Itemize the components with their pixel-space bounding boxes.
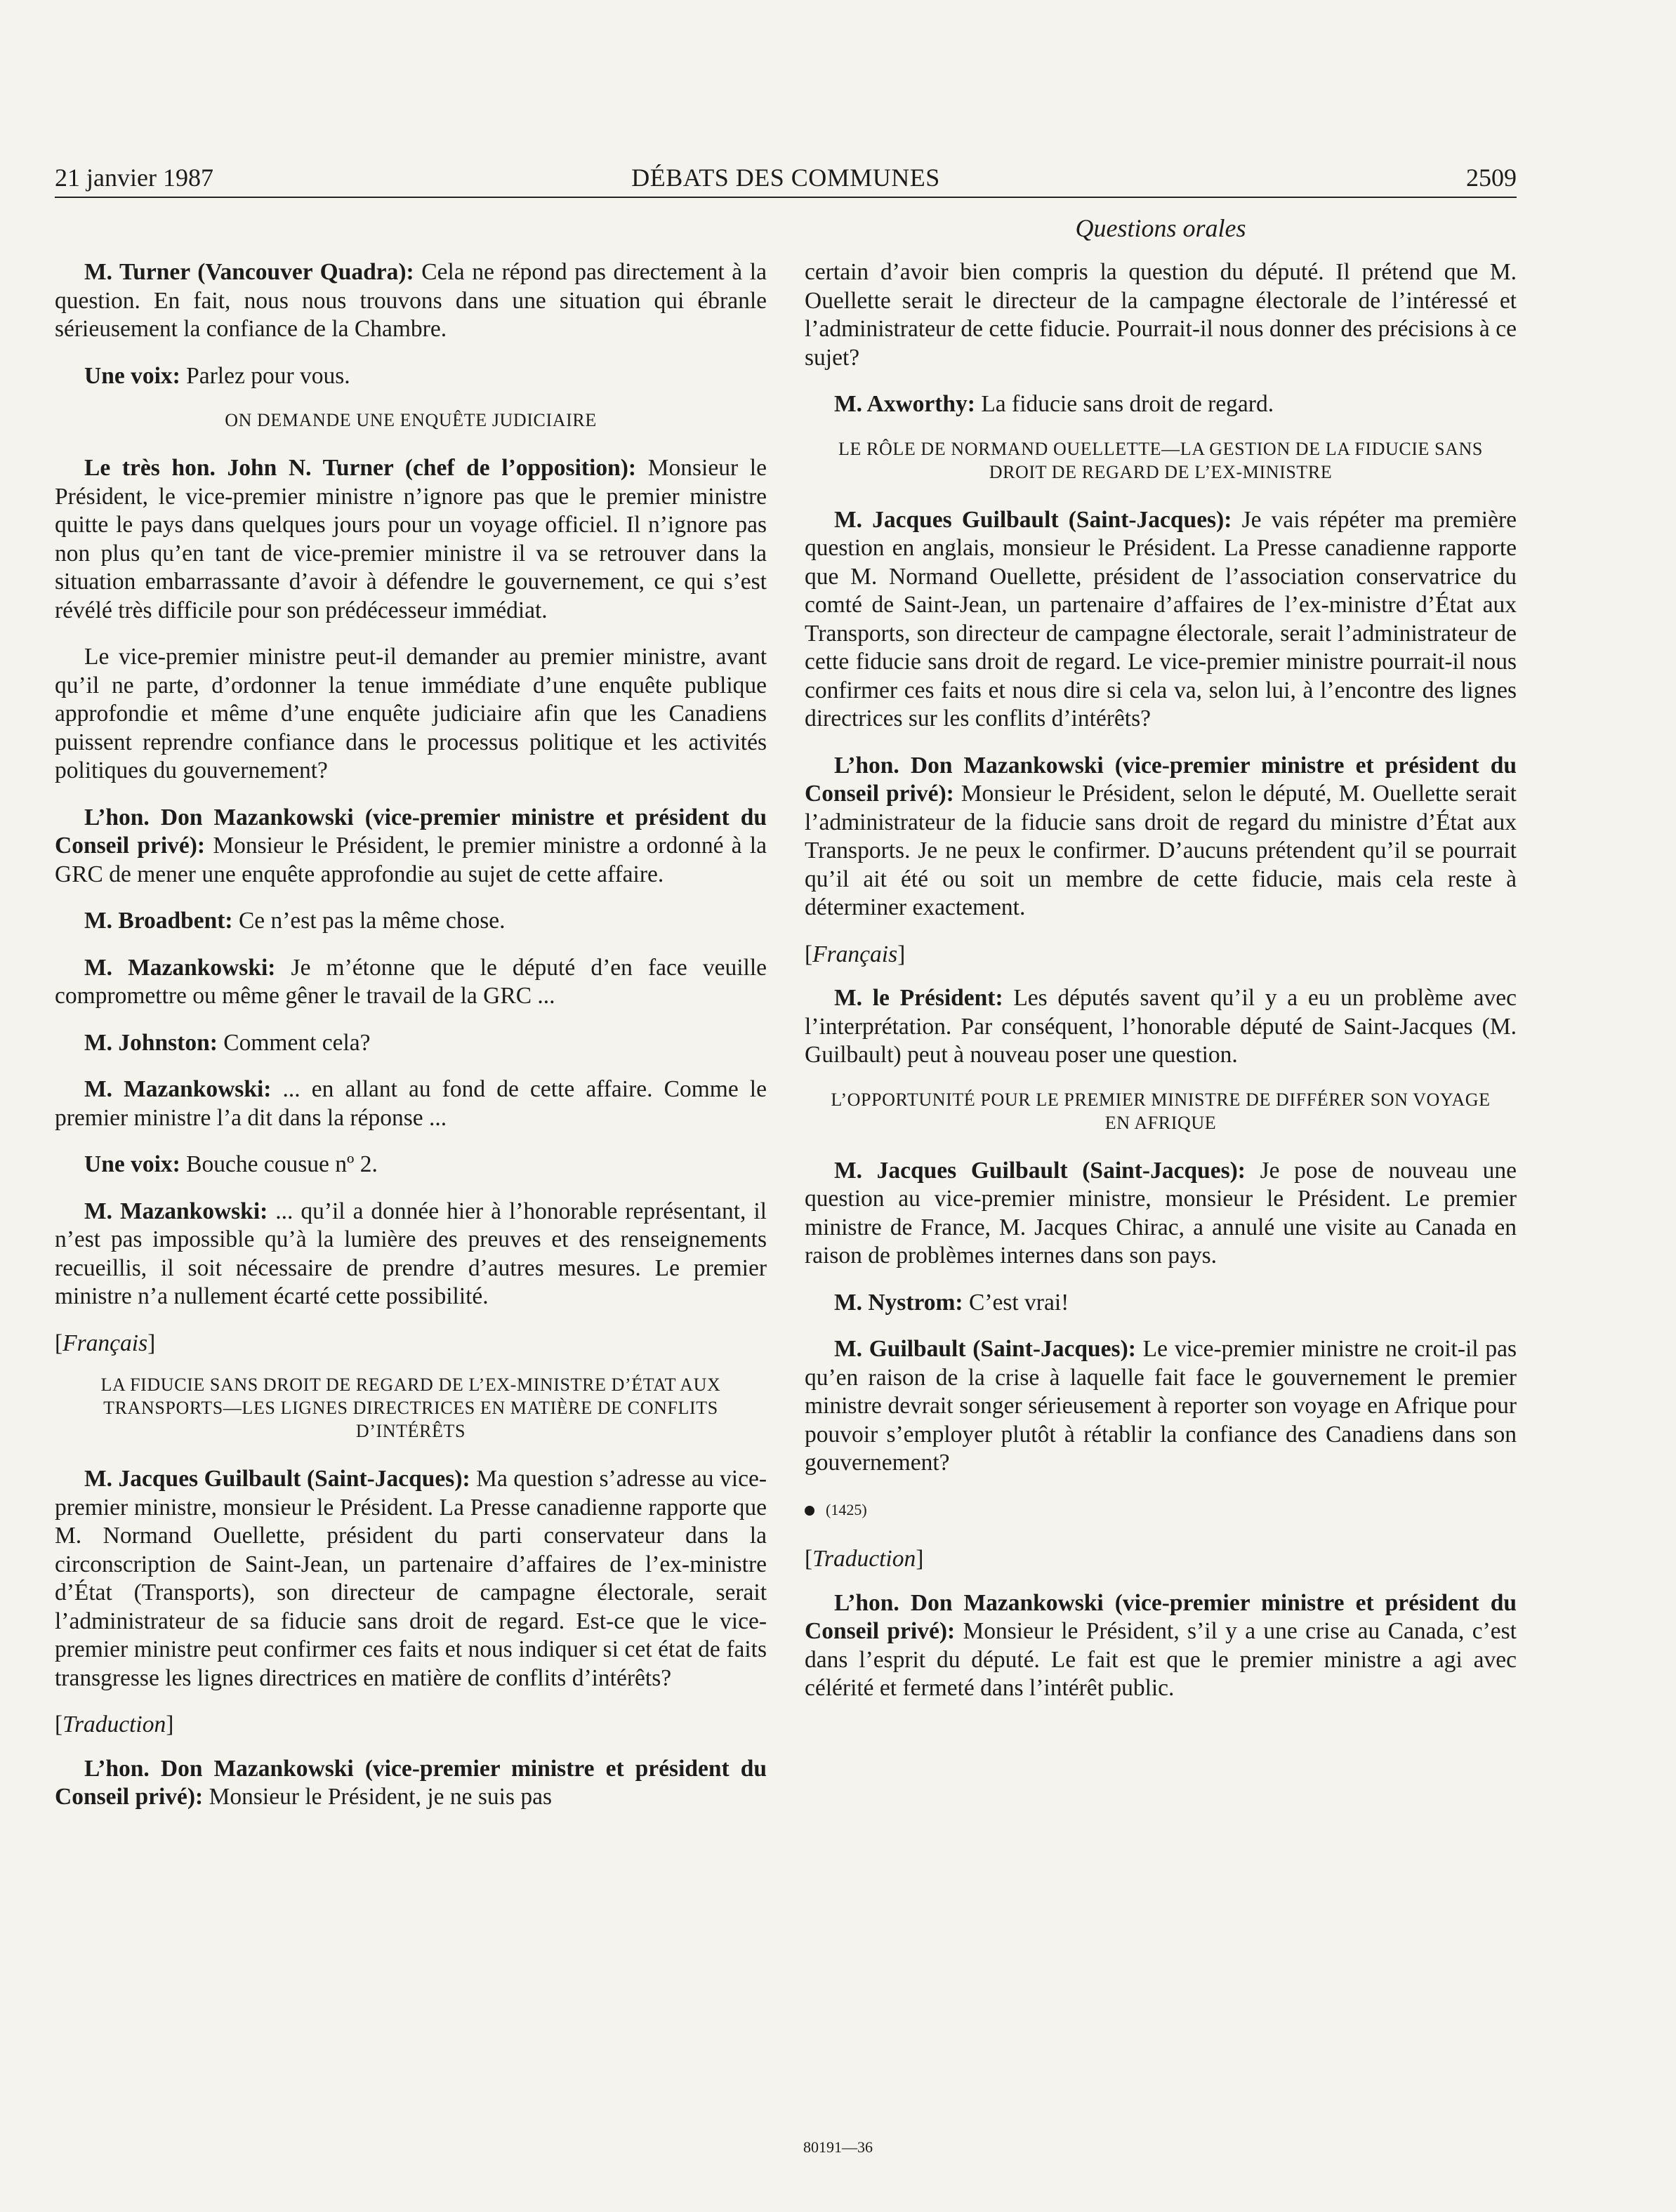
speech-text: Comment cela? — [217, 1029, 371, 1056]
speech-text: Monsieur le Président, le premier ministre a ordonné à la GRC de mener une enquête approfondie au sujet de cette affaire. — [55, 833, 767, 887]
timestamp — [805, 1496, 1517, 1525]
left-column — [55, 258, 767, 1830]
speech-text: Cela ne répond pas directement à la question. En fait, nous nous trouvons dans une situation qui ébranle sérieusement la confiance de la Chambre. — [55, 259, 767, 342]
speech-paragraph — [55, 454, 767, 625]
speech-paragraph — [55, 804, 767, 889]
language-marker-text: Traduction — [812, 1546, 916, 1572]
speech-paragraph — [805, 1335, 1517, 1478]
speaker-name: M. Johnston: — [84, 1029, 218, 1056]
section-heading: ON DEMANDE UNE ENQUÊTE JUDICIAIRE — [225, 410, 597, 430]
speaker-name: Une voix: — [84, 1151, 180, 1177]
speech-paragraph — [805, 390, 1517, 419]
speech-text: La fiducie sans droit de regard. — [975, 391, 1274, 417]
speech-paragraph — [55, 1465, 767, 1693]
header-page-number: 2509 — [1466, 164, 1517, 192]
speech-text: ... en allant au fond de cette affaire. Comme le premier ministre l’a dit dans la réponse ... — [55, 1076, 767, 1131]
speaker-name: M. Jacques Guilbault (Saint-Jacques): — [84, 1466, 470, 1492]
section-heading: LE RÔLE DE NORMAND OUELLETTE—LA GESTION DE LA FIDUCIE SANS DROIT DE REGARD DE L’EX-MINISTRE — [838, 438, 1483, 482]
section-heading: LA FIDUCIE SANS DROIT DE REGARD DE L’EX-MINISTRE D’ÉTAT AUX TRANSPORTS—LES LIGNES DIRECTRICES EN MATIÈRE DE CONFLITS D’INTÉRÊTS — [100, 1375, 721, 1441]
speech-paragraph — [805, 984, 1517, 1070]
language-marker-text: Français — [812, 941, 898, 967]
header-date: 21 janvier 1987 — [55, 164, 213, 192]
speech-text: Les députés savent qu’il y a eu un problème avec l’interprétation. Par conséquent, l’honorable député de Saint-Jacques (M. Guilbault) peut à nouveau poser une question. — [805, 985, 1517, 1068]
speech-text: Parlez pour vous. — [180, 362, 350, 389]
language-marker: [Traduction] — [805, 1546, 924, 1572]
speaker-name: Une voix: — [84, 362, 180, 389]
speaker-name: L’hon. Don Mazankowski (vice-premier ministre et président du Conseil privé): — [55, 804, 767, 859]
speaker-name: L’hon. Don Mazankowski (vice-premier ministre et président du Conseil privé): — [805, 1589, 1517, 1644]
speech-text: Je m’étonne que le député d’en face veuille compromettre ou même gêner le travail de la GRC ... — [55, 954, 767, 1009]
language-marker: [Traduction] — [55, 1711, 174, 1737]
speech-paragraph — [805, 1157, 1517, 1271]
speaker-name: M. Nystrom: — [834, 1289, 963, 1316]
speech-paragraph — [55, 643, 767, 786]
speech-paragraph — [55, 1755, 767, 1812]
timestamp-text: (1425) — [826, 1500, 867, 1518]
speech-paragraph — [805, 506, 1517, 734]
speech-text: Le vice-premier ministre ne croit-il pas qu’en raison de la crise à laquelle fait face le gouvernement le premier ministre devrait songer sérieusement à reporter son voyage en Afrique pour pouvoir s’employer plutôt à rétablir la confiance des Canadiens dans son gouvernement? — [805, 1336, 1517, 1476]
speech-text: ... qu’il a donnée hier à l’honorable représentant, il n’est pas impossible qu’à la lumière des preuves et des renseignements recueillis, il soit nécessaire de prendre d’autres mesures. Le premier ministre n’a nullement écarté cette possibilité. — [55, 1198, 767, 1309]
speaker-name: L’hon. Don Mazankowski (vice-premier ministre et président du Conseil privé): — [55, 1755, 767, 1810]
speech-text: Bouche cousue nº 2. — [180, 1151, 378, 1177]
speech-text: Monsieur le Président, s’il y a une crise au Canada, c’est dans l’esprit du député. Le fait est que le premier ministre a agi avec célérité et fermeté dans l’intérêt public. — [805, 1618, 1517, 1701]
speech-paragraph — [55, 1198, 767, 1311]
page-footer-code: 80191—36 — [803, 2138, 873, 2156]
section-label: Questions orales — [1075, 214, 1246, 242]
header-title: DÉBATS DES COMMUNES — [631, 164, 940, 192]
speech-paragraph — [55, 907, 767, 936]
speech-text: Ma question s’adresse au vice-premier ministre, monsieur le Président. La Presse canadienne rapporte que M. Normand Ouellette, président du parti conservateur dans la circonscription de Saint-Jean, un partenaire d’affaires de l’ex-ministre d’État (Transports), son directeur de campagne électorale, serait l’administrateur de sa fiducie sans droit de regard. Est-ce que le vice-premier ministre peut confirmer ces faits et nous indiquer si cet état de faits transgresse les lignes directrices en matière de conflits d’intérêts? — [55, 1466, 767, 1691]
speech-paragraph — [55, 1151, 767, 1179]
bullet-dot-icon — [805, 1506, 814, 1516]
speech-paragraph — [55, 362, 767, 391]
language-marker: [Français] — [805, 941, 906, 967]
speech-text: certain d’avoir bien compris la question du député. Il prétend que M. Ouellette serait le directeur de la campagne électorale de l’intéressé et l’administrateur de cette fiducie. Pourrait-il nous donner des précisions à ce sujet? — [805, 259, 1517, 371]
section-heading: L’OPPORTUNITÉ POUR LE PREMIER MINISTRE DE DIFFÉRER SON VOYAGE EN AFRIQUE — [831, 1089, 1491, 1133]
speech-paragraph — [805, 752, 1517, 922]
language-marker: [Français] — [55, 1330, 156, 1356]
right-column — [805, 258, 1517, 1721]
speech-text: Monsieur le Président, selon le député, M. Ouellette serait l’administrateur de la fiducie sans droit de regard du ministre d’État aux Transports. Je ne peux le confirmer. D’aucuns prétendent qu’il se pourrait qu’il ait été ou soit un membre de cette fiducie, mais cela reste à déterminer exactement. — [805, 781, 1517, 920]
speaker-name: M. Mazankowski: — [84, 954, 276, 981]
speech-text: Je pose de nouveau une question au vice-premier ministre, monsieur le Président. Le premier ministre de France, M. Jacques Chirac, a annulé une visite au Canada en raison de problèmes internes dans son pays. — [805, 1157, 1517, 1269]
language-marker-text: Français — [62, 1330, 148, 1356]
speech-paragraph — [55, 1029, 767, 1058]
speaker-name: M. le Président: — [834, 985, 1003, 1011]
speech-text: Je vais répéter ma première question en anglais, monsieur le Président. La Presse canadienne rapporte que M. Normand Ouellette, président de l’association conservatrice du comté de Saint-Jean, un partenaire d’affaires de l’ex-ministre d’État aux Transports, son directeur de campagne électorale, serait l’administrateur de cette fiducie sans droit de regard. Le vice-premier ministre pourrait-il nous confirmer ces faits et nous dire si cela va, selon lui, à l’encontre des lignes directrices sur les conflits d’intérêts? — [805, 506, 1517, 731]
page-header — [55, 161, 1517, 194]
speech-paragraph — [805, 1289, 1517, 1318]
speaker-name: M. Broadbent: — [84, 908, 233, 934]
speaker-name: Le très hon. John N. Turner (chef de l’opposition): — [84, 455, 637, 481]
speech-text: Le vice-premier ministre peut-il demander au premier ministre, avant qu’il ne parte, d’ordonner la tenue immédiate d’une enquête publique approfondie et même d’une enquête judiciaire afin que les Canadiens puissent reprendre confiance dans le processus politique et les activités politiques du gouvernement? — [55, 644, 767, 783]
speech-paragraph — [55, 954, 767, 1011]
speech-text: C’est vrai! — [963, 1289, 1069, 1316]
speaker-name: M. Turner (Vancouver Quadra): — [84, 259, 414, 285]
speaker-name: M. Guilbault (Saint-Jacques): — [834, 1336, 1136, 1362]
speech-paragraph — [805, 1589, 1517, 1703]
header-rule — [55, 197, 1517, 198]
speech-text: Ce n’est pas la même chose. — [232, 908, 506, 934]
speech-paragraph — [55, 258, 767, 344]
speaker-name: M. Mazankowski: — [84, 1198, 268, 1224]
speech-text: Monsieur le Président, le vice-premier ministre n’ignore pas que le premier ministre quitte le pays dans quelques jours pour un voyage officiel. Il n’ignore pas non plus qu’en tant de vice-premier ministre il va se retrouver dans la situation embarrassante d’avoir à défendre le gouvernement, ce qui s’est révélé très difficile pour son prédécesseur immédiat. — [55, 455, 767, 623]
speaker-name: M. Jacques Guilbault (Saint-Jacques): — [834, 506, 1232, 533]
speaker-name: L’hon. Don Mazankowski (vice-premier ministre et président du Conseil privé): — [805, 752, 1517, 807]
speech-paragraph — [55, 1075, 767, 1132]
language-marker-text: Traduction — [62, 1711, 166, 1737]
speech-paragraph — [805, 258, 1517, 372]
speaker-name: M. Mazankowski: — [84, 1076, 272, 1102]
speech-text: Monsieur le Président, je ne suis pas — [203, 1784, 553, 1810]
speaker-name: M. Jacques Guilbault (Saint-Jacques): — [834, 1157, 1246, 1184]
speaker-name: M. Axworthy: — [834, 391, 975, 417]
